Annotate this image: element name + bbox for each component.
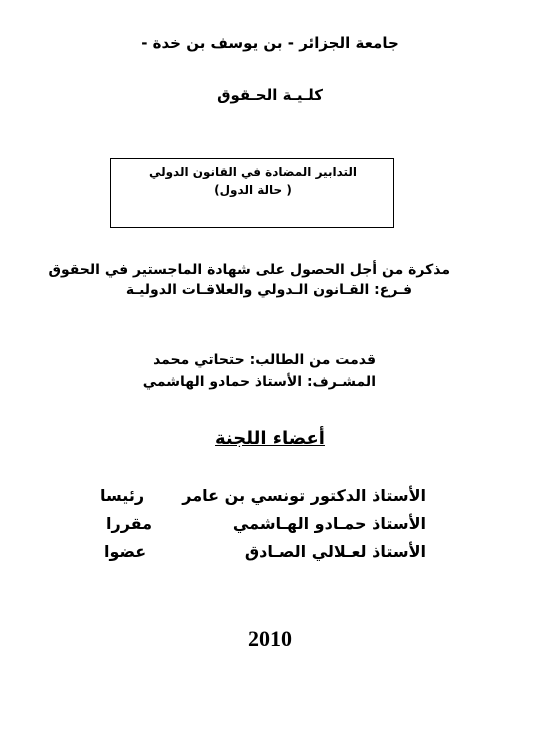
thesis-title: التدابير المضادة في القانون الدولي bbox=[148, 165, 358, 179]
committee-member-role: عضوا bbox=[104, 542, 147, 561]
committee-member-role: رئيسا bbox=[100, 486, 145, 505]
committee-member-role: مقررا bbox=[106, 514, 153, 533]
supervisor-line: المشـرف: الأستاذ حمادو الهاشمي bbox=[142, 374, 376, 390]
year: 2010 bbox=[248, 626, 292, 651]
university-name: جامعة الجزائر - بن يوسف بن خدة - bbox=[141, 34, 399, 52]
memo-statement: مذكرة من أجل الحصول على شهادة الماجستير في الحقوق bbox=[48, 262, 450, 278]
committee-member-name: الأستاذ الدكتور تونسي بن عامر bbox=[182, 486, 426, 505]
committee-member-name: الأستاذ حمـادو الهـاشمي bbox=[232, 514, 426, 533]
committee-member-name: الأستاذ لعـلالي الصـادق bbox=[244, 542, 426, 561]
faculty-name: كلـيـة الحـقوق bbox=[217, 86, 323, 104]
thesis-title-box bbox=[110, 158, 394, 228]
branch-statement: فـرع: القـانون الـدولي والعلاقـات الدوليـة bbox=[125, 282, 412, 298]
student-line: قدمت من الطالب: حتحاتي محمد bbox=[153, 352, 376, 368]
committee-heading: أعضاء اللجنة bbox=[215, 428, 325, 449]
thesis-subtitle: ( حالة الدول) bbox=[214, 183, 292, 197]
